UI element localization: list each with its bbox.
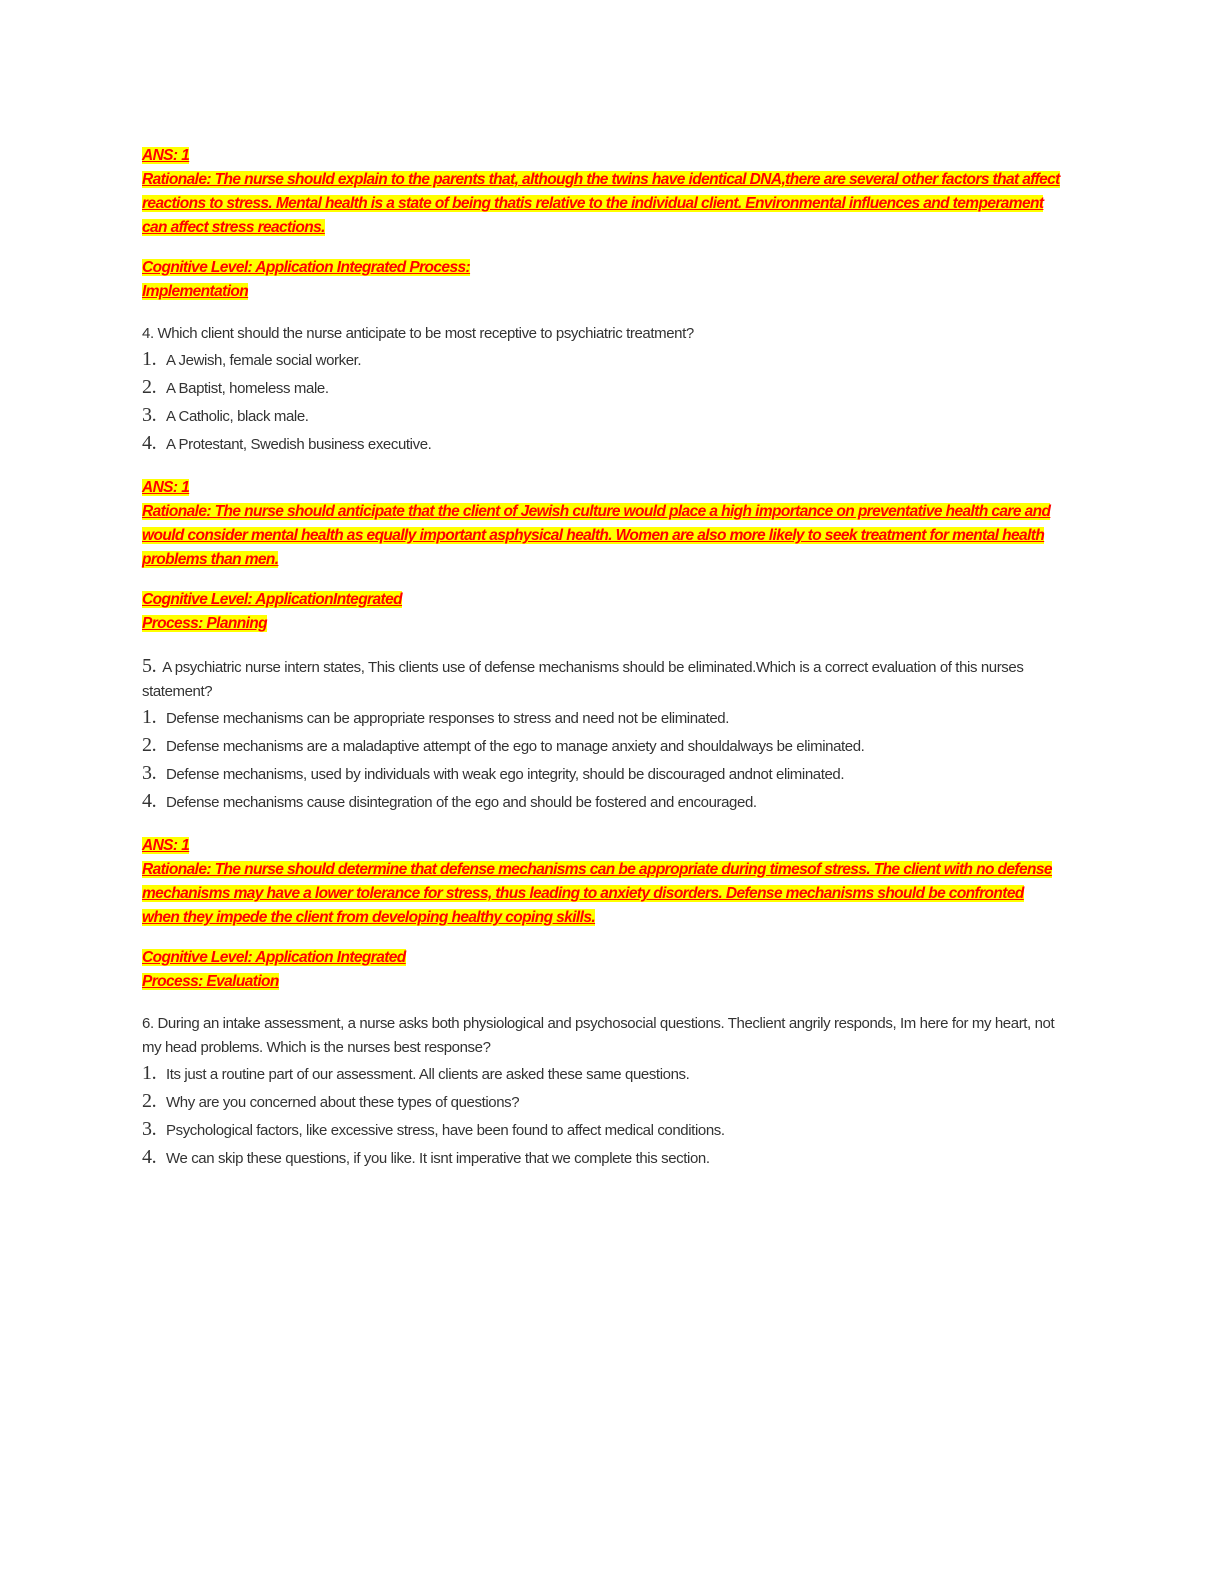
question-5-option-1[interactable]: 1. Defense mechanisms can be appropriate responses to stress and need not be eliminated. bbox=[142, 706, 730, 728]
cognitive-level-line2: Process: Planning bbox=[142, 615, 268, 632]
question-6-option-3[interactable]: 3. Psychological factors, like excessive stress, have been found to affect medical conditions. bbox=[142, 1118, 725, 1140]
question-5-option-3[interactable]: 3. Defense mechanisms, used by individuals with weak ego integrity, should be discouraged andnot eliminated. bbox=[142, 762, 845, 784]
cognitive-level-block-3 bbox=[142, 256, 1062, 304]
question-4-option-4[interactable]: 4. A Protestant, Swedish business executive. bbox=[142, 432, 432, 454]
cognitive-level-line2: Process: Evaluation bbox=[142, 973, 279, 990]
page-content bbox=[142, 144, 1062, 1172]
answer-label: ANS: 1 bbox=[142, 479, 190, 496]
question-4-option-2[interactable]: 2. A Baptist, homeless male. bbox=[142, 376, 329, 398]
cognitive-level-line1: Cognitive Level: Application Integrated Process: bbox=[142, 259, 471, 276]
cognitive-level-line2: Implementation bbox=[142, 283, 249, 300]
question-6-options bbox=[142, 1060, 1062, 1172]
cognitive-level-line1: Cognitive Level: Application Integrated bbox=[142, 949, 406, 966]
cognitive-level-line1: Cognitive Level: ApplicationIntegrated bbox=[142, 591, 402, 608]
question-5-stem: 5. A psychiatric nurse intern states, This clients use of defense mechanisms should be eliminated.Which is a correct evaluation of this nurses statement? bbox=[142, 655, 1024, 700]
question-5-option-4[interactable]: 4. Defense mechanisms cause disintegration of the ego and should be fostered and encouraged. bbox=[142, 790, 757, 812]
answer-label: ANS: 1 bbox=[142, 147, 190, 164]
answer-block-4 bbox=[142, 476, 1062, 572]
question-6-option-1[interactable]: 1. Its just a routine part of our assessment. All clients are asked these same questions. bbox=[142, 1062, 690, 1084]
rationale-text: Rationale: The nurse should determine that defense mechanisms can be appropriate during timesof stress. The client with no defense mechanisms may have a lower tolerance for stress, thus leading to anxiety disorders. Defense mechanisms should be confronted when they impede the client from developing healthy coping skills. bbox=[142, 861, 1052, 926]
cognitive-level-block-4 bbox=[142, 588, 1062, 636]
answer-block-3 bbox=[142, 144, 1062, 240]
question-4-options bbox=[142, 346, 1062, 458]
answer-label: ANS: 1 bbox=[142, 837, 190, 854]
cognitive-level-block-5 bbox=[142, 946, 1062, 994]
answer-block-5 bbox=[142, 834, 1062, 930]
question-6-stem: 6. During an intake assessment, a nurse asks both physiological and psychosocial questions. Theclient angrily responds, Im here for my heart, not my head problems. Which is the nurses best response? bbox=[142, 1015, 1055, 1056]
question-5-option-2[interactable]: 2. Defense mechanisms are a maladaptive attempt of the ego to manage anxiety and shouldalways be eliminated. bbox=[142, 734, 865, 756]
question-5-options bbox=[142, 704, 1062, 816]
rationale-text: Rationale: The nurse should anticipate that the client of Jewish culture would place a high importance on preventative health care and would consider mental health as equally important asphysical health. Women are also more likely to seek treatment for mental health problems than men. bbox=[142, 503, 1051, 568]
question-4-option-1[interactable]: 1. A Jewish, female social worker. bbox=[142, 348, 362, 370]
question-4-option-3[interactable]: 3. A Catholic, black male. bbox=[142, 404, 309, 426]
question-6-option-4[interactable]: 4. We can skip these questions, if you like. It isnt imperative that we complete this section. bbox=[142, 1146, 710, 1168]
rationale-text: Rationale: The nurse should explain to the parents that, although the twins have identical DNA,there are several other factors that affect reactions to stress. Mental health is a state of being thatis relative to the individual client. Environmental influences and temperament can affect stress reactions. bbox=[142, 171, 1060, 236]
question-6-option-2[interactable]: 2. Why are you concerned about these types of questions? bbox=[142, 1090, 520, 1112]
question-4-stem: 4. Which client should the nurse anticipate to be most receptive to psychiatric treatment? bbox=[142, 325, 694, 342]
